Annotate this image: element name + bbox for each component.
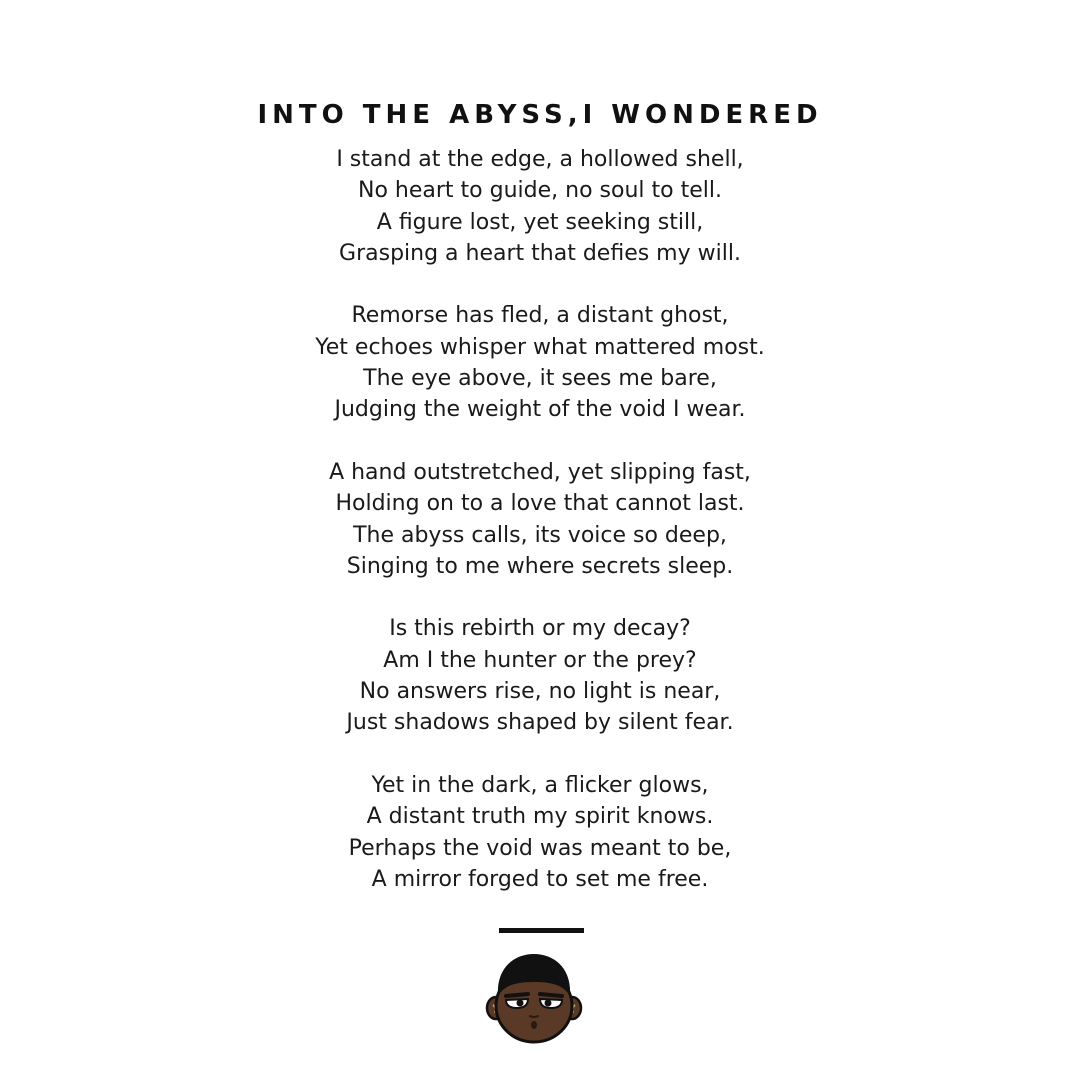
nose (530, 1016, 538, 1017)
poem-line: Yet in the dark, a flicker glows, (371, 772, 709, 798)
poem-line: Grasping a heart that defies my will. (339, 240, 741, 266)
left-brow (506, 994, 528, 996)
poem-line: Perhaps the void was meant to be, (348, 835, 732, 861)
poem-line: I stand at the edge, a hollowed shell, (336, 147, 744, 172)
poem-line: Is this rebirth or my decay? (389, 616, 691, 642)
poem-body (0, 144, 1080, 926)
mouth (531, 1021, 537, 1029)
poem-title: INTO THE ABYSS,I WONDERED (257, 100, 823, 131)
poem-line: A hand outstretched, yet slipping fast, (329, 459, 751, 485)
poem-line: Judging the weight of the void I wear. (334, 397, 746, 423)
poem-line: A figure lost, yet seeking still, (376, 209, 704, 235)
stanza-4 (0, 613, 1080, 738)
poem-line: Am I the hunter or the prey? (383, 647, 697, 673)
stanza-1 (0, 144, 1080, 269)
poem-line: A distant truth my spirit knows. (366, 804, 714, 830)
right-brow (540, 994, 562, 996)
stanza-3 (0, 457, 1080, 582)
stanza-2 (0, 300, 1080, 425)
poem-line: The abyss calls, its voice so deep, (353, 522, 727, 548)
right-pupil (545, 1000, 552, 1007)
poem-line: A mirror forged to set me free. (371, 866, 709, 892)
left-pupil (517, 1000, 524, 1007)
poem-line: Remorse has fled, a distant ghost, (351, 303, 729, 329)
poem-line: Holding on to a love that cannot last. (335, 491, 745, 517)
poem-line: Just shadows shaped by silent fear. (346, 710, 734, 736)
divider-line (499, 928, 584, 933)
stanza-5 (0, 770, 1080, 895)
poem-line: No answers rise, no light is near, (359, 679, 721, 705)
poem-line: Singing to me where secrets sleep. (346, 553, 734, 579)
poem-line: The eye above, it sees me bare, (363, 366, 717, 392)
poem-line: No heart to guide, no soul to tell. (358, 178, 722, 204)
avatar-icon (484, 950, 584, 1046)
poem-line: Yet echoes whisper what mattered most. (315, 334, 765, 360)
